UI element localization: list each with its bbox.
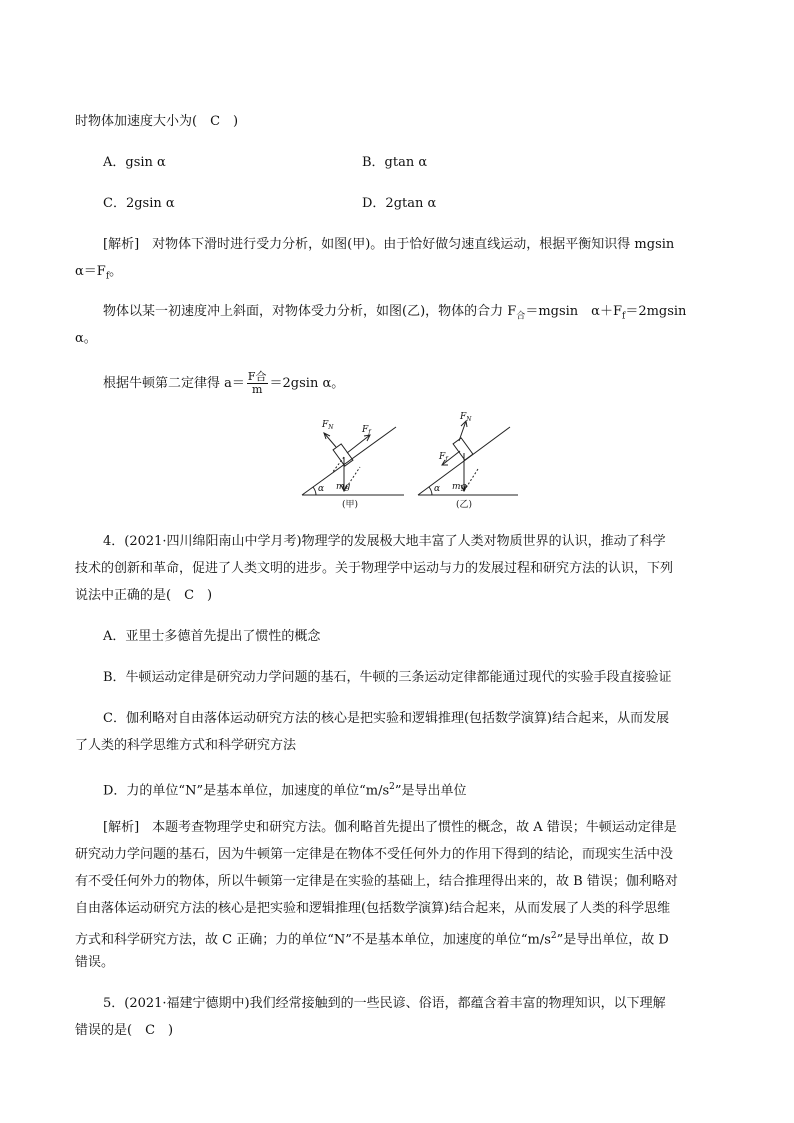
yi-mg-label: mg	[452, 482, 467, 492]
q4-stem-line2: 技术的创新和革命，促进了人类文明的进步。关于物理学中运动与力的发展过程和研究方法的认识，下列	[75, 561, 674, 576]
q5-stem-line1: 5．(2021·福建宁德期中)我们经常接触到的一些民谚、俗语，都蕴含着丰富的物理知识，以下理解	[103, 996, 666, 1011]
q3-analysis-p2-line2: α。	[75, 331, 97, 346]
incline-force-diagrams	[296, 405, 526, 515]
jia-block	[333, 444, 353, 466]
q4-analysis-line1: [解析] 本题考查物理学史和研究方法。伽利略首先提出了惯性的概念，故 A 错误；牛顿运动定律是	[103, 820, 677, 835]
jia-fn-arrow	[324, 433, 336, 447]
q3-option-c: C．2gsin α	[103, 196, 175, 211]
q4-analysis-line3: 有不受任何外力的物体，所以牛顿第一定律是在实验的基础上，结合推理得出来的，故 B 错误；伽利略对	[75, 874, 678, 889]
q4-option-c-line2: 了人类的科学思维方式和科学研究方法	[75, 738, 297, 753]
q3-stem-tail: 时物体加速度大小为( C )	[75, 114, 239, 129]
q4-stem-line3: 说法中正确的是( C )	[75, 588, 213, 603]
q3-analysis-p2-line1: 物体以某一初速度冲上斜面，对物体受力分析，如图(乙)，物体的合力 $F_合=mgsin$ $\alpha+F_f=2mgsin$	[103, 304, 687, 322]
q4-option-a: A．亚里士多德首先提出了惯性的概念	[103, 629, 321, 644]
jia-ff-arrow	[347, 435, 370, 453]
q4-option-d: D．力的单位“N”是基本单位，加速度的单位“$m/s^2$”是导出单位	[103, 782, 467, 799]
jia-fn-label: $F_N$	[322, 420, 334, 431]
q4-analysis-line4: 自由落体运动研究方法的核心是把实验和逻辑推理(包括数学演算)结合起来，从而发展了人类的科学思维	[75, 901, 671, 916]
q3-option-b: B．gtan α	[362, 155, 428, 170]
q3-analysis-p3: 根据牛顿第二定律得 a＝ $\frac{\text{F合}}{m}$ ＝2gsin α。	[103, 370, 345, 396]
q4-option-b: B．牛顿运动定律是研究动力学问题的基石，牛顿的三条运动定律都能通过现代的实验手段直接验证	[103, 670, 672, 685]
jia-alpha-label: α	[318, 484, 325, 494]
jia-mg-label: mg	[336, 482, 351, 492]
q4-option-c-line1: C．伽利略对自由落体运动研究方法的核心是把实验和逻辑推理(包括数学演算)结合起来，从而发展	[103, 711, 670, 726]
q4-analysis-line2: 研究动力学问题的基石，因为牛顿第一定律是在物体不受任何外力的作用下得到的结论，而现实生活中没	[75, 847, 674, 862]
q4-stem-line1: 4．(2021·四川绵阳南山中学月考)物理学的发展极大地丰富了人类对物质世界的认识，推动了科学	[103, 534, 666, 549]
jia-caption: (甲)	[342, 500, 359, 510]
jia-angle-arc	[313, 487, 316, 495]
yi-ff-label: $F_f$	[439, 452, 448, 463]
yi-caption: (乙)	[456, 500, 473, 510]
q3-analysis-p1-line2: $\alpha=F_f$。	[75, 264, 123, 282]
fraction: $\frac{\text{F合}}{m}$	[247, 370, 267, 396]
q4-analysis-line5: 方式和科学研究方法，故 C 正确；力的单位“N”不是基本单位，加速度的单位“$m/s^2$”是导出单位，故 D	[75, 931, 669, 948]
yi-fn-label: $F_N$	[460, 412, 472, 423]
yi-angle-arc	[429, 487, 432, 495]
yi-alpha-label: α	[434, 484, 441, 494]
q4-analysis-line6: 错误。	[75, 955, 115, 970]
q3-option-a: A．gsin α	[103, 155, 166, 170]
jia-ff-label: $F_f$	[362, 425, 371, 436]
q3-option-d: D．2gtan α	[362, 196, 437, 211]
q3-analysis-p1-line1: [解析] 对物体下滑时进行受力分析，如图(甲)。由于恰好做匀速直线运动，根据平衡知识得 mgsin	[103, 237, 675, 252]
yi-block	[453, 438, 473, 460]
q5-stem-line2: 错误的是( C )	[75, 1023, 174, 1038]
